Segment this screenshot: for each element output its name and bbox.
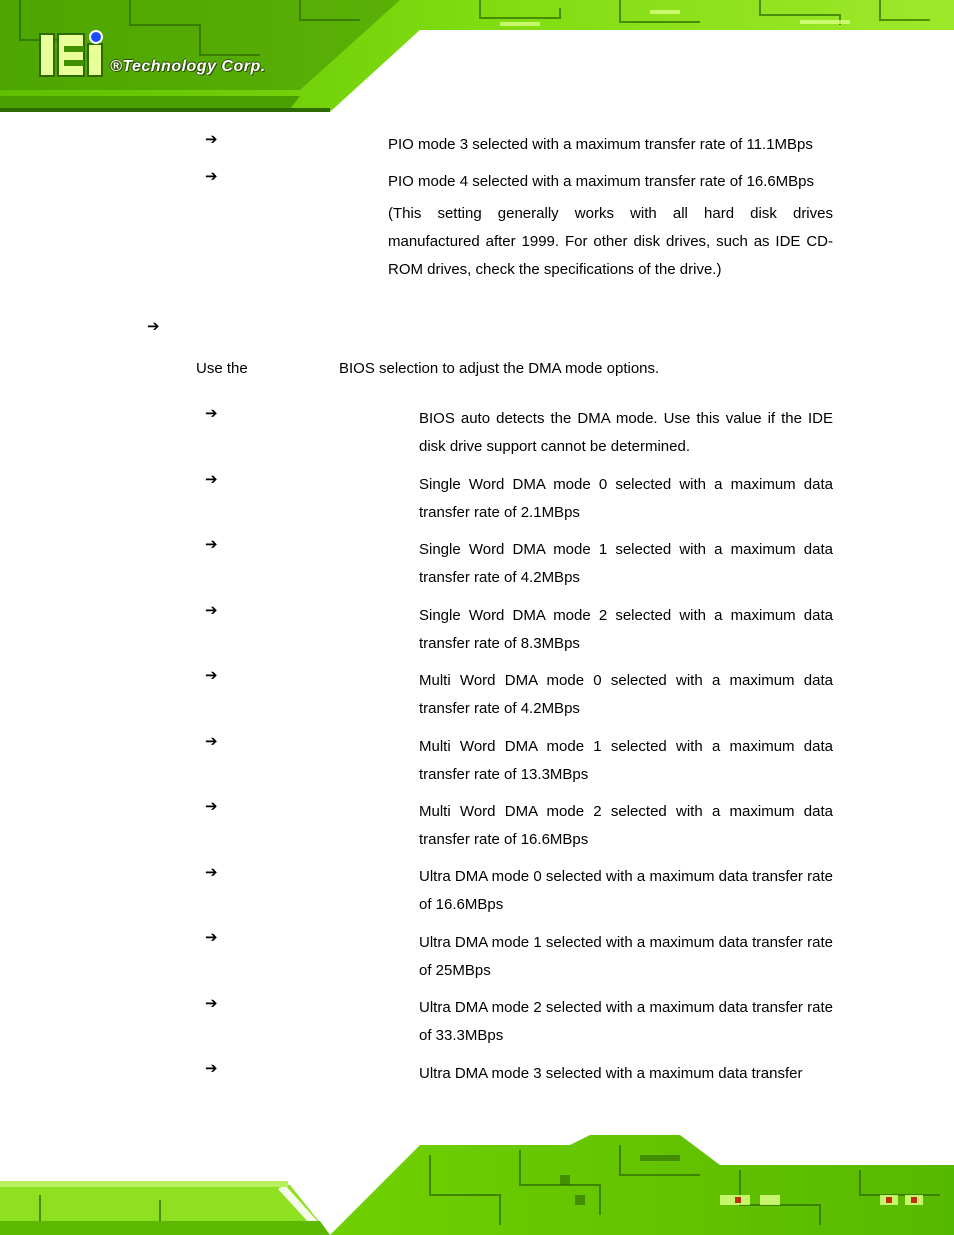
dma-intro-prefix: Use the xyxy=(196,360,248,377)
arrow-icon: ➔ xyxy=(205,404,218,422)
dma-intro-suffix: BIOS selection to adjust the DMA mode options. xyxy=(339,360,660,377)
brand-name: ®Technology Corp. xyxy=(110,58,266,75)
arrow-icon: ➔ xyxy=(205,167,218,185)
pio-note: (This setting generally works with all hard disk drives manufactured after 1999. For other disk drives, such as IDE CD-ROM drives, check the specifications of the drive.) xyxy=(388,205,833,278)
arrow-icon: ➔ xyxy=(205,732,218,750)
pio-option-desc: PIO mode 4 selected with a maximum transfer rate of 16.6MBps xyxy=(388,173,815,190)
arrow-icon: ➔ xyxy=(205,535,218,553)
dma-option-desc: BIOS auto detects the DMA mode. Use this value if the IDE disk drive support cannot be determined. xyxy=(419,410,833,455)
page-footer xyxy=(0,1125,954,1235)
iei-logo xyxy=(40,31,102,76)
dma-option-desc: Single Word DMA mode 2 selected with a maximum data transfer rate of 8.3MBps xyxy=(419,607,833,652)
arrow-icon: ➔ xyxy=(205,994,218,1012)
dma-option-desc: Ultra DMA mode 0 selected with a maximum data transfer rate of 16.6MBps xyxy=(419,868,833,913)
dma-option-desc: Ultra DMA mode 1 selected with a maximum data transfer rate of 25MBps xyxy=(419,934,833,979)
arrow-icon: ➔ xyxy=(205,863,218,881)
dma-option-desc: Multi Word DMA mode 2 selected with a maximum data transfer rate of 16.6MBps xyxy=(419,803,833,848)
page-header xyxy=(0,0,954,112)
arrow-icon: ➔ xyxy=(205,1059,218,1077)
dma-option-desc: Multi Word DMA mode 1 selected with a maximum data transfer rate of 13.3MBps xyxy=(419,738,833,783)
pio-option-desc: PIO mode 3 selected with a maximum transfer rate of 11.1MBps xyxy=(388,136,813,153)
arrow-icon: ➔ xyxy=(205,601,218,619)
dma-option-desc: Ultra DMA mode 3 selected with a maximum data transfer xyxy=(419,1065,803,1082)
dma-option-desc: Ultra DMA mode 2 selected with a maximum data transfer rate of 33.3MBps xyxy=(419,999,833,1044)
arrow-icon: ➔ xyxy=(205,666,218,684)
circuit-board-banner xyxy=(0,0,954,112)
dma-option-desc: Single Word DMA mode 1 selected with a maximum data transfer rate of 4.2MBps xyxy=(419,541,833,586)
arrow-icon: ➔ xyxy=(147,317,160,335)
dma-option-desc: Single Word DMA mode 0 selected with a maximum data transfer rate of 2.1MBps xyxy=(419,476,833,521)
arrow-icon: ➔ xyxy=(205,470,218,488)
circuit-board-footer xyxy=(0,1125,954,1235)
arrow-icon: ➔ xyxy=(205,928,218,946)
arrow-icon: ➔ xyxy=(205,130,218,148)
dma-option-desc: Multi Word DMA mode 0 selected with a maximum data transfer rate of 4.2MBps xyxy=(419,672,833,717)
arrow-icon: ➔ xyxy=(205,797,218,815)
